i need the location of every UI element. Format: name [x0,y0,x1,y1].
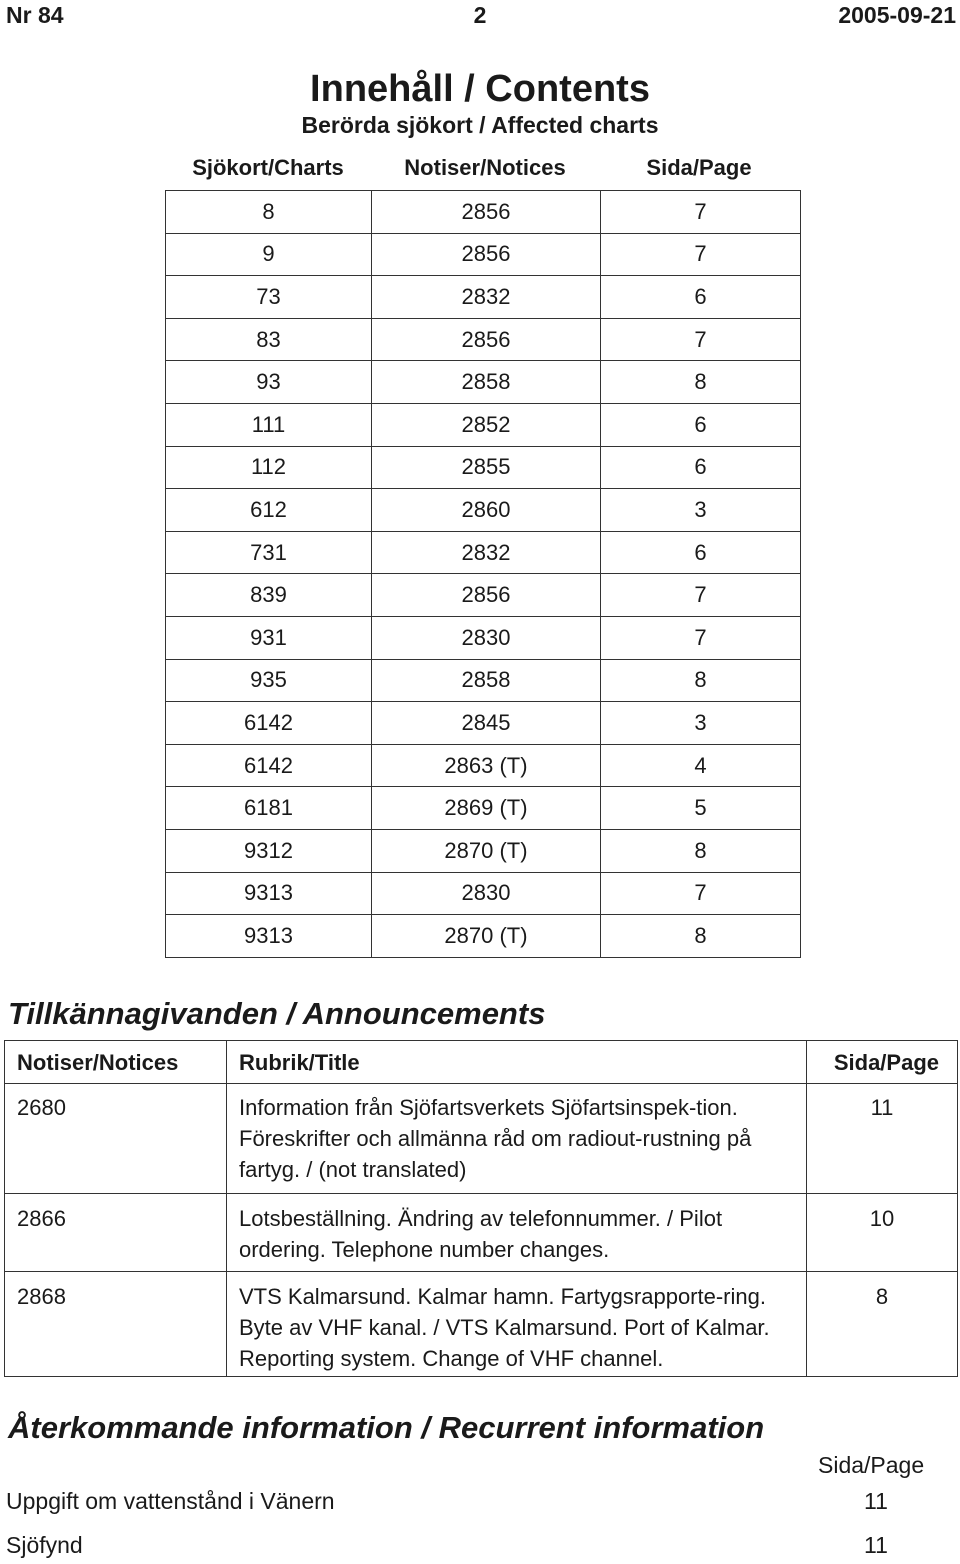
page-number: 2 [473,2,487,28]
recurrent-label: Uppgift om vattenstånd i Vänern [6,1488,335,1514]
chart-number: 839 [166,574,372,617]
notice-page: 10 [807,1194,958,1272]
notice-number: 2830 [372,872,601,915]
page-number: 8 [601,915,801,958]
page-subtitle: Berörda sjökort / Affected charts [301,112,659,138]
notice-title: Lotsbeställning. Ändring av telefonnummer. / Pilot ordering. Telephone number changes. [227,1194,807,1272]
page-number: 7 [601,233,801,276]
notice-number: 2860 [372,489,601,532]
page-number: 6 [601,276,801,319]
notice-number: 2863 (T) [372,744,601,787]
announcements-title: Tillkännagivanden / Announcements [8,996,546,1031]
col-header-page: Sida/Page [646,155,752,180]
page-number: 6 [601,446,801,489]
table-row [166,616,801,659]
table-row [166,915,801,958]
recurrent-page-header: Sida/Page [818,1452,925,1478]
chart-number: 6142 [166,702,372,745]
page-number: 7 [601,616,801,659]
table-row [5,1084,958,1194]
chart-number: 9313 [166,915,372,958]
notice-number: 2858 [372,659,601,702]
notice-number: 2680 [5,1084,227,1194]
charts-table [165,190,801,958]
page-number: 7 [601,872,801,915]
chart-number: 93 [166,361,372,404]
page-number: 6 [601,403,801,446]
page-number: 4 [601,744,801,787]
table-row [166,872,801,915]
notice-title: VTS Kalmarsund. Kalmar hamn. Fartygsrapporte-ring. Byte av VHF kanal. / VTS Kalmarsund. Port of Kalmar. Reporting system. Change of VHF channel. [227,1272,807,1377]
col-header-page: Sida/Page [807,1041,958,1084]
chart-number: 935 [166,659,372,702]
table-row [166,489,801,532]
issue-date: 2005-09-21 [838,2,956,28]
announcements-header-row [5,1041,958,1084]
table-row [166,702,801,745]
issue-number: Nr 84 [6,2,64,28]
page-number: 3 [601,702,801,745]
notice-number: 2869 (T) [372,787,601,830]
page-number: 7 [601,574,801,617]
table-row [166,659,801,702]
page-header [0,0,960,34]
page-number: 6 [601,531,801,574]
table-row [166,446,801,489]
chart-number: 6142 [166,744,372,787]
chart-number: 931 [166,616,372,659]
notice-number: 2858 [372,361,601,404]
col-header-notices: Notiser/Notices [5,1041,227,1084]
chart-number: 111 [166,403,372,446]
chart-number: 9312 [166,829,372,872]
chart-number: 9 [166,233,372,276]
table-row [166,191,801,234]
table-row [166,829,801,872]
table-row [166,233,801,276]
chart-number: 73 [166,276,372,319]
table-row [166,318,801,361]
notice-page: 8 [807,1272,958,1377]
notice-number: 2852 [372,403,601,446]
chart-number: 8 [166,191,372,234]
chart-number: 83 [166,318,372,361]
recurrent-label: Sjöfynd [6,1532,83,1558]
page-number: 8 [601,659,801,702]
notice-page: 11 [807,1084,958,1194]
page-number: 8 [601,361,801,404]
page-number: 3 [601,489,801,532]
notice-number: 2868 [5,1272,227,1377]
notice-number: 2870 (T) [372,915,601,958]
page-number: 7 [601,191,801,234]
notice-number: 2855 [372,446,601,489]
table-row [166,531,801,574]
table-row [166,744,801,787]
charts-table-header [165,148,799,188]
recurrent-title: Återkommande information / Recurrent information [8,1410,765,1445]
notice-number: 2845 [372,702,601,745]
table-row [166,276,801,319]
notice-number: 2832 [372,531,601,574]
notice-number: 2856 [372,574,601,617]
page-number: 8 [601,829,801,872]
chart-number: 112 [166,446,372,489]
table-row [166,574,801,617]
chart-number: 731 [166,531,372,574]
table-row [166,787,801,830]
notice-number: 2856 [372,318,601,361]
col-header-title: Rubrik/Title [227,1041,807,1084]
table-row [166,361,801,404]
notice-number: 2870 (T) [372,829,601,872]
page-title: Innehåll / Contents [310,68,650,110]
table-row [5,1194,958,1272]
notice-title: Information från Sjöfartsverkets Sjöfartsinspek-tion. Föreskrifter och allmänna råd om radiout-rustning på fartyg. / (not translated) [227,1084,807,1194]
announcements-table [4,1040,958,1377]
col-header-charts: Sjökort/Charts [192,155,344,180]
recurrent-page: 11 [864,1488,888,1514]
notice-number: 2866 [5,1194,227,1272]
recurrent-page: 11 [864,1532,888,1558]
chart-number: 9313 [166,872,372,915]
notice-number: 2830 [372,616,601,659]
notice-number: 2856 [372,191,601,234]
notice-number: 2856 [372,233,601,276]
page-number: 5 [601,787,801,830]
chart-number: 612 [166,489,372,532]
col-header-notices: Notiser/Notices [404,155,566,180]
page-number: 7 [601,318,801,361]
table-row [5,1272,958,1377]
chart-number: 6181 [166,787,372,830]
notice-number: 2832 [372,276,601,319]
table-row [166,403,801,446]
